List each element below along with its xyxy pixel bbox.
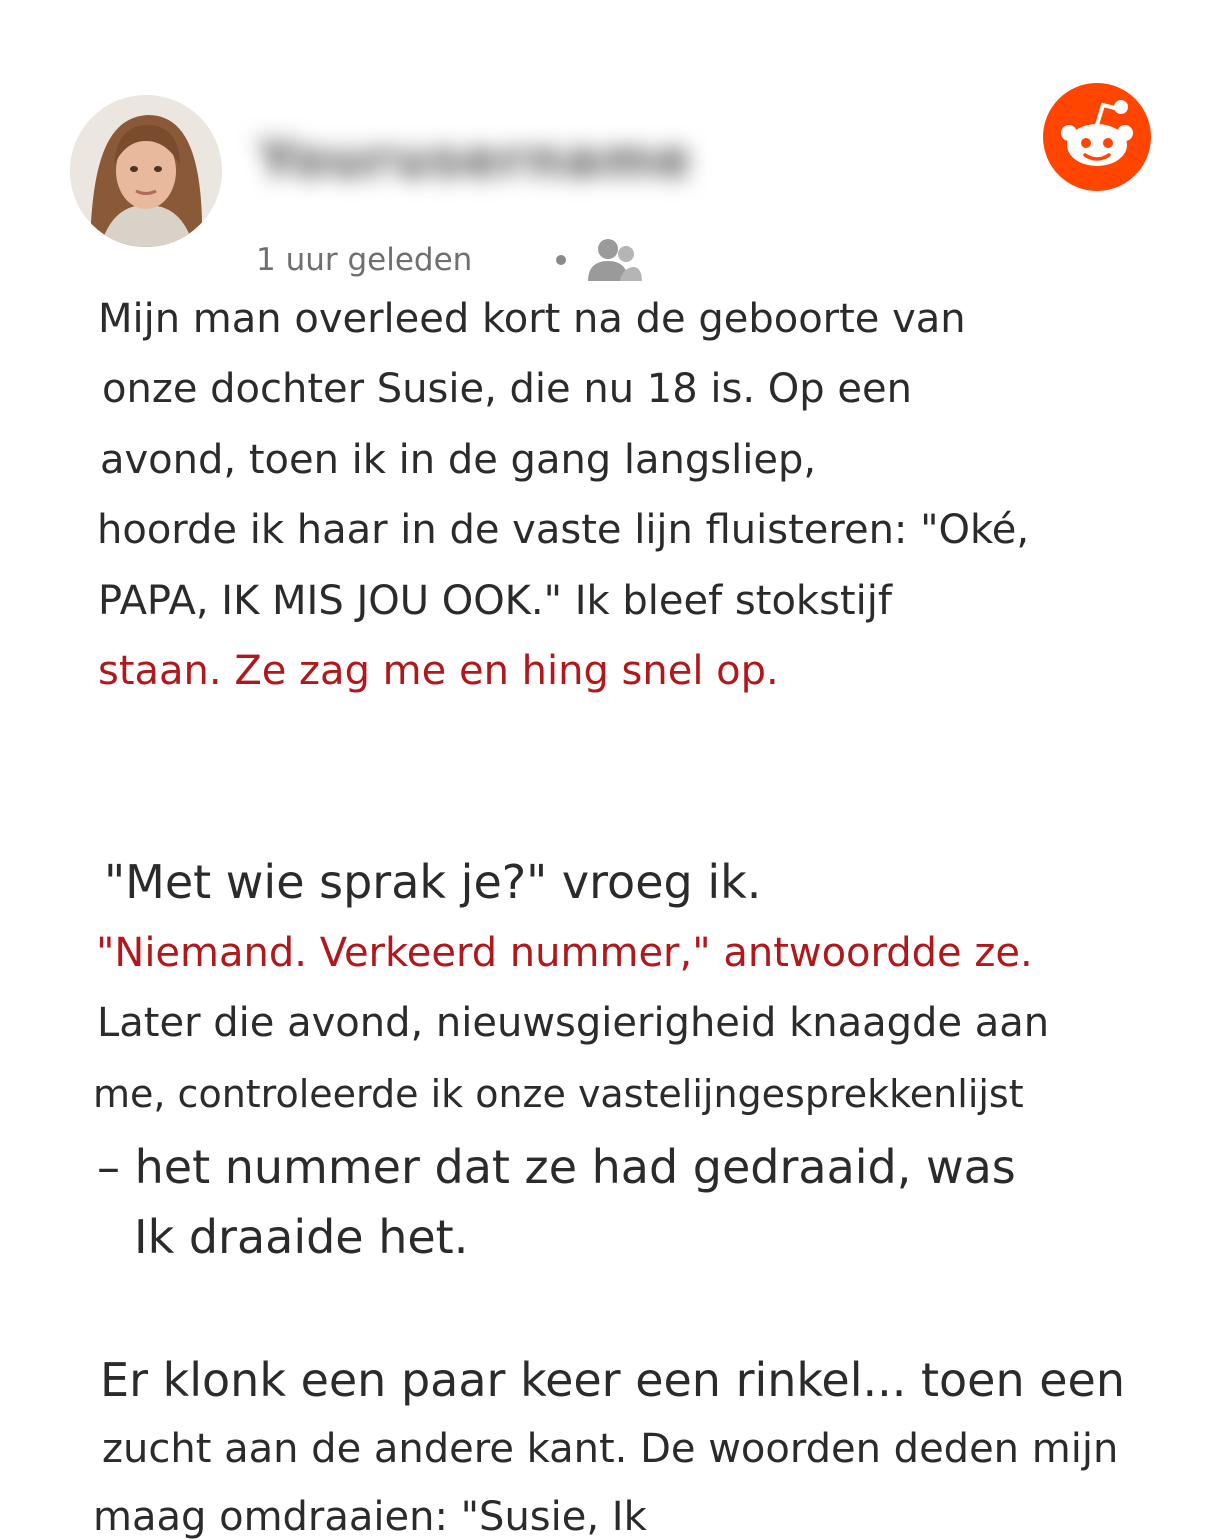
group-icon xyxy=(586,237,642,283)
post-text-line: onze dochter Susie, die nu 18 is. Op een xyxy=(102,366,912,412)
avatar-photo xyxy=(70,95,222,247)
separator-dot xyxy=(556,255,566,265)
post-text-line: – het nummer dat ze had gedraaid, was xyxy=(97,1140,1016,1194)
post-text-line: zucht aan de andere kant. De woorden deden mijn xyxy=(102,1426,1119,1472)
post-text-line-highlight: "Niemand. Verkeerd nummer," antwoordde ze. xyxy=(96,930,1033,976)
post-text-line: Mijn man overleed kort na de geboorte van xyxy=(98,296,966,342)
post-text-line: Later die avond, nieuwsgierigheid knaagde aan xyxy=(97,1000,1050,1046)
post-text-line: hoorde ik haar in de vaste lijn fluisteren: "Oké, xyxy=(97,507,1030,553)
post-text-line-cutoff: maag omdraaien: "Susie, Ik xyxy=(93,1494,647,1540)
post-text-line-highlight: staan. Ze zag me en hing snel op. xyxy=(98,648,779,694)
post-meta xyxy=(256,236,642,284)
post-text-line: avond, toen ik in de gang langsliep, xyxy=(100,437,817,483)
post-text-line: PAPA, IK MIS JOU OOK." Ik bleef stokstijf xyxy=(98,578,892,624)
post-text-line: me, controleerde ik onze vastelijngesprekkenlijst xyxy=(93,1072,1024,1116)
post-text-line: Ik draaide het. xyxy=(134,1210,469,1264)
post-text-line-question: "Met wie sprak je?" vroeg ik. xyxy=(104,855,762,909)
post-text-line: Er klonk een paar keer een rinkel... toen een xyxy=(100,1353,1126,1407)
reddit-logo-icon[interactable] xyxy=(1043,83,1151,191)
avatar[interactable] xyxy=(70,95,222,247)
timestamp: 1 uur geleden xyxy=(256,242,473,278)
username-blurred[interactable]: Yourusername xyxy=(258,130,692,190)
